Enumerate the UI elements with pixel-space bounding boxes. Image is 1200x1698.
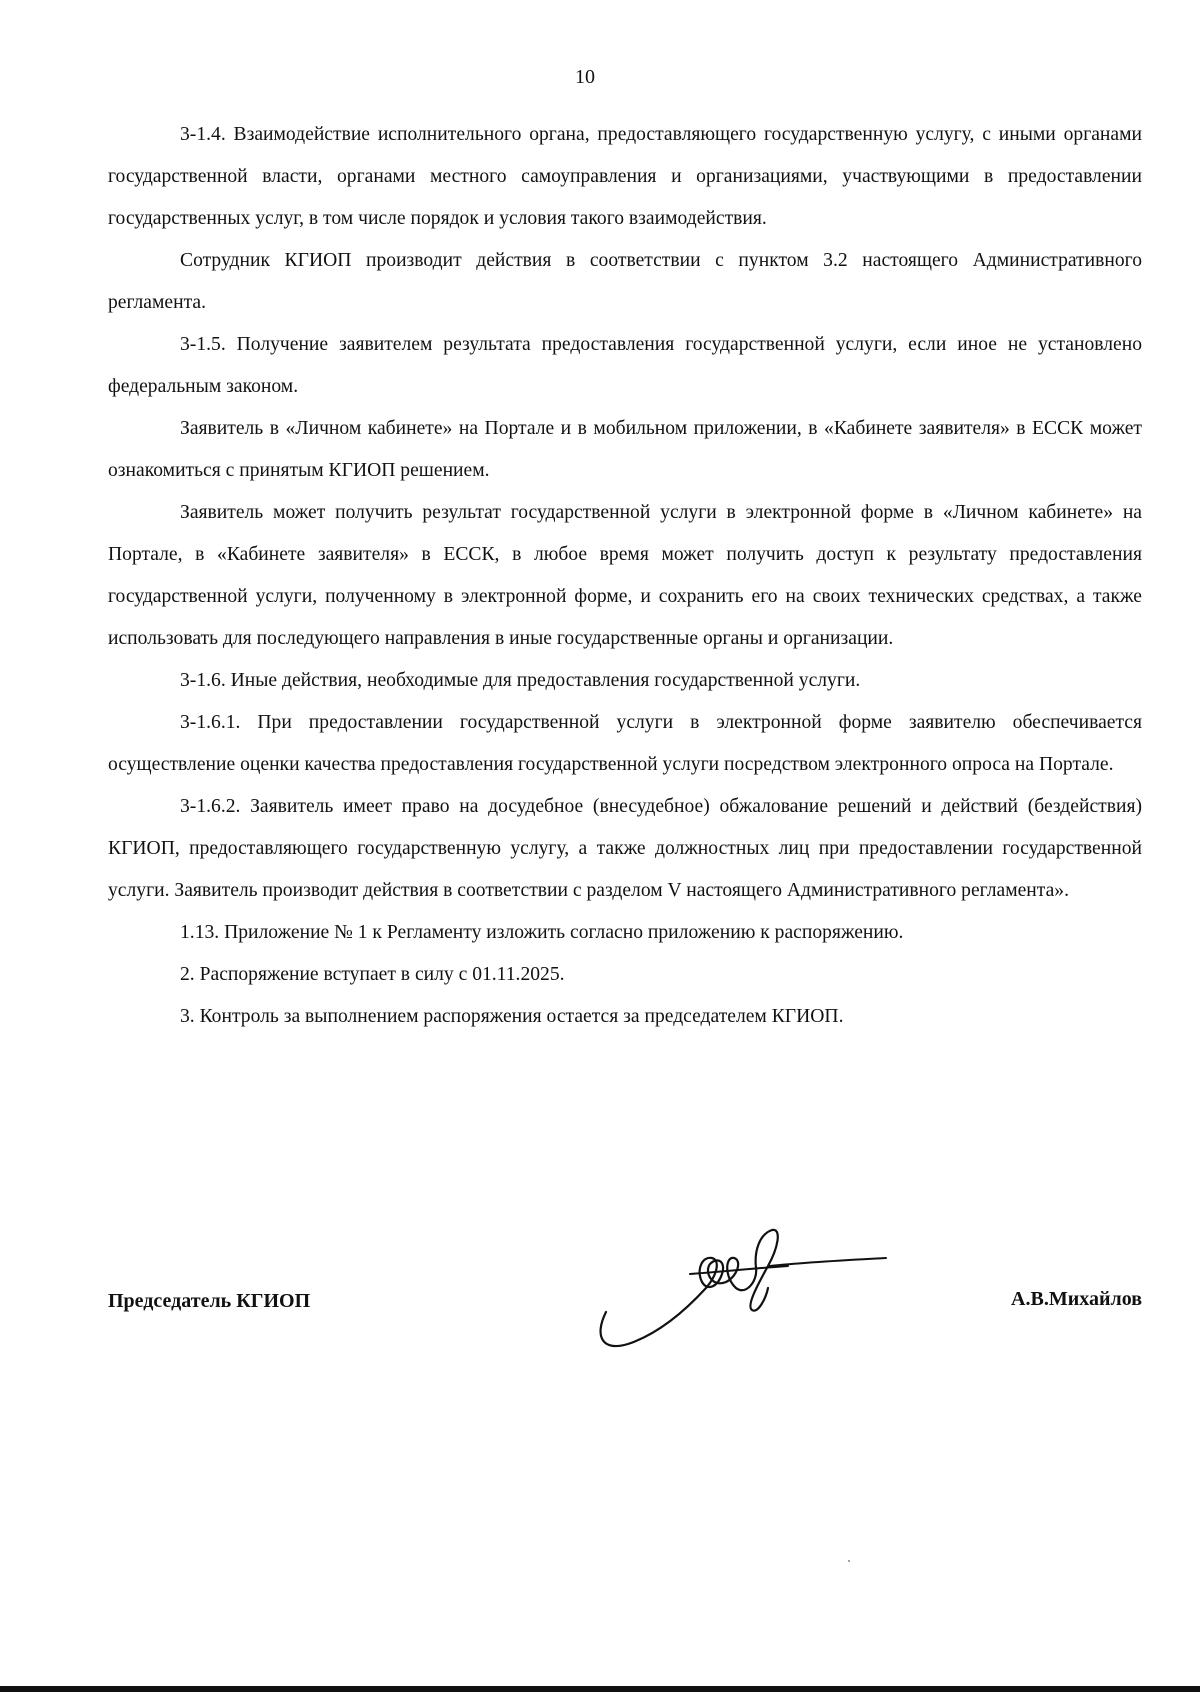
paragraph-applicant-result: Заявитель может получить результат государственной услуги в электронной форме в «Личном кабинете» на Портале, в «Кабинете заявителя» в ЕССК, в любое время может получить доступ к результату предоставления государственной услуги, полученному в электронной форме, и сохранить его на своих технических средствах, а также использовать для последующего направления в иные государственные органы и организации. (108, 502, 1142, 649)
paragraph-3-1-5: 3-1.5. Получение заявителем результата предоставления государственной услуги, если иное не установлено федеральным законом. (108, 334, 1142, 397)
handwritten-signature (588, 1226, 888, 1356)
paragraph-3-control: 3. Контроль за выполнением распоряжения остается за председателем КГИОП. (180, 1006, 844, 1027)
paragraph-3-1-6: 3-1.6. Иные действия, необходимые для предоставления государственной услуги. (180, 670, 861, 691)
paragraph-3-1-4: 3-1.4. Взаимодействие исполнительного органа, предоставляющего государственную услугу, с иными органами государственной власти, органами местного самоуправления и организациями, участвующими в предоставлении государственных услуг, в том числе порядок и условия такого взаимодействия. (108, 124, 1142, 229)
signer-position: Председатель КГИОП (108, 1290, 311, 1312)
paragraph-3-1-6-2: 3-1.6.2. Заявитель имеет право на досудебное (внесудебное) обжалование решений и действий (бездействия) КГИОП, предоставляющего государственную услугу, а также должностных лиц при предоставлении государственной услуги. Заявитель производит действия в соответствии с разделом V настоящего Административного регламента». (108, 796, 1142, 901)
signature-block (108, 1226, 1142, 1376)
signer-name: А.В.Михайлов (1011, 1288, 1142, 1310)
paragraph-3-1-6-1: 3-1.6.1. При предоставлении государственной услуги в электронной форме заявителю обеспечивается осуществление оценки качества предоставления государственной услуги посредством электронного опроса на Портале. (108, 712, 1142, 775)
paragraph-kgiop-actions: Сотрудник КГИОП производит действия в соответствии с пунктом 3.2 настоящего Административного регламента. (108, 250, 1142, 313)
paragraph-applicant-cabinet: Заявитель в «Личном кабинете» на Портале и в мобильном приложении, в «Кабинете заявителя» в ЕССК может ознакомиться с принятым КГИОП решением. (108, 418, 1142, 481)
scan-bottom-edge (0, 1686, 1200, 1692)
document-body (108, 114, 1142, 1038)
scan-artifact (848, 1560, 850, 1562)
page-number: 10 (575, 66, 595, 88)
paragraph-2-effective-date: 2. Распоряжение вступает в силу с 01.11.2025. (180, 964, 565, 985)
paragraph-1-13: 1.13. Приложение № 1 к Регламенту изложить согласно приложению к распоряжению. (180, 922, 904, 943)
